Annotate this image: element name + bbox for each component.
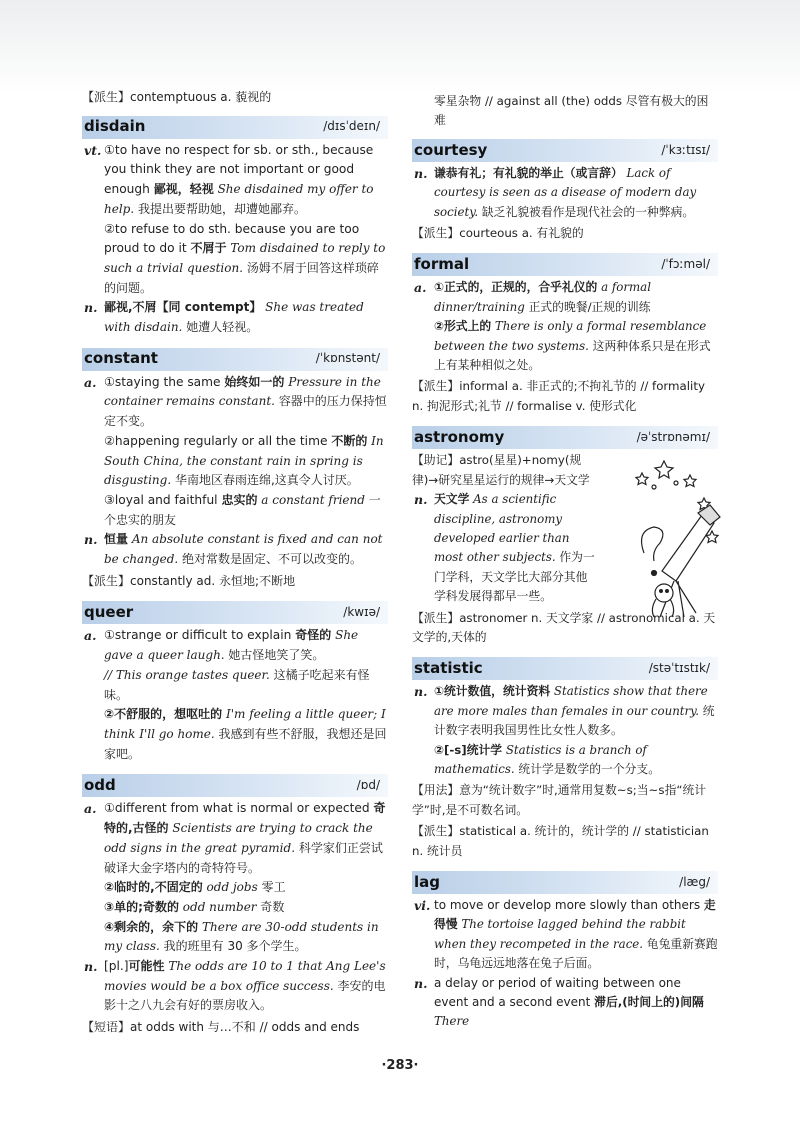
definition-zh: 谦恭有礼；有礼貌的举止（或言辞） (434, 165, 623, 180)
definition-en: to move or develop more slowly than others (434, 898, 704, 912)
sense-line (104, 898, 388, 918)
sense-line (104, 626, 388, 665)
sense-line (104, 918, 388, 957)
part-of-speech: n. (414, 492, 428, 508)
note-tag: 【用法】 (412, 783, 460, 798)
headword-bar (82, 774, 388, 797)
definition-en: ③loyal and faithful (104, 492, 222, 507)
definition-zh: 始终如一的 (224, 374, 285, 389)
right-column (412, 92, 718, 1042)
example-translation: 科学家们正尝试破译大金字塔内的奇特符号。 (104, 840, 383, 875)
top-deriv-note (82, 88, 388, 108)
example-translation: 零工 (257, 880, 286, 895)
definition-zh: 不断的 (331, 433, 368, 448)
entry-note (412, 781, 718, 820)
entry-odd (82, 774, 388, 1037)
definition-zh: ②形式上的 (434, 319, 492, 334)
sense (412, 974, 718, 1032)
sense-line (434, 317, 718, 375)
part-of-speech: a. (414, 280, 427, 296)
note-tag: 【短语】 (82, 1020, 131, 1035)
headword: statistic (414, 659, 483, 678)
sense (82, 530, 388, 569)
example-translation: 龟兔重新赛跑时，乌龟远远地落在兔子后面。 (434, 936, 718, 971)
sense-line (104, 432, 388, 491)
example-translation: 李安的电影十之八九会有好的票房收入。 (104, 978, 386, 1013)
sense-line (104, 878, 388, 898)
entry-note (412, 224, 718, 243)
headword: lag (414, 872, 441, 891)
sense (412, 896, 718, 974)
note-text: statistical a. 统计的，统计学的 // statistician n. 统计员 (412, 824, 709, 858)
sense (412, 278, 718, 375)
entry-note (82, 1018, 388, 1038)
sense-line (104, 220, 388, 299)
headword: astronomy (414, 428, 505, 447)
note-text: astronomer n. 天文学家 // astronomical a. 天文学的,天体的 (412, 610, 716, 644)
definition-en: [pl.] (104, 959, 129, 974)
sense (412, 164, 718, 222)
sense-line (104, 530, 388, 569)
example-translation: 容器中的压力保持恒定不变。 (104, 394, 387, 429)
part-of-speech: a. (84, 801, 97, 817)
sense-line (434, 682, 718, 740)
note-text: informal a. 非正式的;不拘礼节的 // formality n. 拘泥形式;礼节 // formalise v. 使形式化 (412, 379, 705, 413)
example-sentence: odd number (178, 899, 257, 914)
sense-line (104, 957, 388, 1016)
part-of-speech: n. (414, 975, 428, 991)
astronomy-body (412, 451, 718, 606)
example-sentence: She was treated with disdain. (104, 300, 364, 335)
headword-bar (412, 253, 718, 276)
note-text: contemptuous a. 藐视的 (130, 90, 272, 104)
note-tag: 【派生】 (412, 226, 460, 241)
entry-note (82, 572, 388, 592)
example-translation: 华南地区春雨连绵,这真令人讨厌。 (171, 473, 359, 488)
definition-zh: ②临时的,不固定的 (104, 880, 203, 895)
sense-line (104, 705, 388, 764)
example-translation: 统计数字表明我国男性比女性人数多。 (434, 703, 715, 738)
headword-bar (412, 657, 718, 680)
example-sentence: Scientists are trying to crack the odd signs in the great pyramid. (104, 821, 373, 855)
page-number: ·283· (381, 1058, 419, 1073)
note-tag: 【派生】 (412, 610, 460, 625)
phonetic: /dɪsˈdeɪn/ (323, 119, 380, 134)
definition-en: ①staying the same (104, 374, 225, 389)
entry-courtesy (412, 139, 718, 244)
note-text: constantly ad. 永恒地;不断地 (130, 573, 296, 588)
headword-bar (82, 116, 388, 139)
headword: odd (84, 776, 116, 795)
definition-zh: 鄙视，轻视 (153, 182, 214, 197)
example-sentence: odd jobs (202, 880, 258, 895)
sense-line (104, 799, 388, 878)
example-sentence: She disdained my offer to help. (104, 182, 374, 216)
definition-en: ①strange or difficult to explain (104, 628, 296, 643)
definition-zh: 天文学 (434, 492, 470, 507)
sense-line (434, 490, 598, 606)
sense-line (104, 141, 388, 220)
example-translation: 我的班里有 30 多个学生。 (159, 939, 307, 954)
definition-zh: ①统计数值，统计资料 (434, 684, 551, 699)
example-translation: 这两种体系只是在形式上有某种相似之处。 (434, 338, 711, 373)
definition-zh: 恒量 (104, 532, 129, 547)
part-of-speech: vi. (414, 898, 431, 913)
note-text: astro(星星)+nomy(规律)→研究星星运行的规律→天文学 (412, 453, 590, 487)
phonetic: /əˈstrɒnəmɪ/ (636, 430, 710, 445)
example-translation: 奇数 (256, 899, 285, 914)
phonetic: /læg/ (679, 874, 710, 889)
example-translation: 我提出要帮助她，却遭她鄙弃。 (134, 201, 306, 216)
phonetic: /ˈkɜːtɪsɪ/ (661, 142, 710, 157)
example-sentence: In South China, the constant rain in spring is disgusting. (104, 433, 384, 488)
sense (412, 682, 718, 779)
headword-bar (412, 426, 718, 449)
example-sentence: Pressure in the container remains constant. (104, 374, 381, 409)
entry-note (412, 377, 718, 416)
example-translation: 作为一门学科，天文学比大部分其他学科发展得都早一些。 (434, 550, 595, 604)
entry-astronomy (412, 426, 718, 647)
definition-zh: ④剩余的，余下的 (104, 919, 199, 934)
part-of-speech: n. (84, 959, 98, 975)
phonetic: /stəˈtɪstɪk/ (648, 661, 710, 676)
definition-zh: ①正式的，正规的，合乎礼仪的 (434, 280, 598, 295)
entry-disdain (82, 116, 388, 338)
headword: queer (84, 603, 134, 622)
headword-bar (82, 601, 388, 624)
sense (82, 141, 388, 299)
sense-line (434, 896, 718, 974)
entry-note (412, 822, 718, 861)
definition-zh: 奇特的,古怪的 (104, 801, 386, 836)
definition-en: a delay or period of waiting between one event and a second event (434, 975, 681, 1010)
example-translation: 我感到有些不舒服，我想还是回家吧。 (104, 726, 387, 761)
headword: disdain (84, 117, 146, 136)
part-of-speech: n. (84, 300, 98, 316)
definition-zh: ②[-s]统计学 (434, 742, 503, 757)
definition-zh: ②不舒服的，想呕吐的 (104, 707, 223, 722)
continued-phrase-text: 零星杂物 // against all (the) odds 尽管有极大的困难 (434, 94, 709, 128)
sense (82, 799, 388, 957)
phonetic: /ˈfɔːməl/ (661, 257, 710, 272)
example-sentence: There are 30-odd students in my class. (104, 919, 379, 954)
sense (82, 298, 388, 337)
note-tag: 【派生】 (82, 573, 131, 588)
part-of-speech: vt. (84, 142, 102, 158)
example-sentence: I'm feeling a little queer; I think I'll go home. (104, 707, 386, 741)
part-of-speech: a. (84, 628, 97, 644)
definition-en: ②happening regularly or all the time (104, 433, 332, 448)
example-sentence: Statistics show that there are more males than females in our country. (434, 684, 708, 718)
example-sentence: The odds are 10 to 1 that Ang Lee's movies would be a box office success. (104, 959, 386, 993)
example-sentence: Lack of courtesy is seen as a disease of modern day society. (434, 165, 697, 219)
sense-line (104, 666, 388, 705)
headword: courtesy (414, 140, 488, 159)
part-of-speech: n. (414, 165, 428, 181)
example-translation: 统计学是数学的一个分支。 (514, 761, 661, 776)
definition-zh: 走得慢 (434, 898, 716, 932)
definition-en: ①to have no respect for sb. or sth., because you think they are not important or good enough (104, 142, 374, 197)
note-tag: 【助记】 (412, 453, 460, 468)
part-of-speech: n. (414, 684, 428, 700)
example-sentence: a formal dinner/training (434, 280, 651, 314)
definition-zh: 奇怪的 (295, 628, 332, 643)
definition-zh: 忠实的 (221, 492, 258, 507)
left-column (82, 88, 388, 1048)
continued-phrase (412, 92, 718, 131)
example-sentence: The tortoise lagged behind the rabbit when they recompeted in the race. (434, 917, 686, 951)
sense (412, 490, 718, 606)
part-of-speech: a. (84, 374, 97, 390)
example-sentence: As a scientific discipline, astronomy developed earlier than most other subjects. (434, 492, 570, 565)
page-top-shading (0, 0, 800, 95)
example-translation: 汤姆不屑于回答这样琐碎的问题。 (104, 260, 379, 295)
sense-line (434, 974, 718, 1032)
note-text: 意为“统计数字”时,通常用复数~s;当~s指“统计学”时,是不可数名词。 (412, 783, 707, 817)
note-tag: 【派生】 (412, 379, 460, 394)
definition-en: ①different from what is normal or expected (104, 801, 374, 816)
definition-en: ②to refuse to do sth. because you are too proud to do it (104, 221, 360, 256)
sense-line (434, 741, 718, 780)
sense (82, 626, 388, 764)
sense (82, 957, 388, 1016)
phonetic: /ˈkɒnstənt/ (315, 351, 380, 366)
headword-bar (412, 871, 718, 894)
sense-line (104, 298, 388, 337)
definition-zh: 滞后,(时间上的)间隔 (594, 995, 704, 1010)
sense (82, 373, 388, 531)
example-sentence: // This orange tastes queer. (104, 667, 270, 682)
sense-line (104, 373, 388, 432)
example-translation: 缺乏礼貌被看作是现代社会的一种弊病。 (478, 204, 695, 219)
example-sentence: She gave a queer laugh. (104, 628, 359, 663)
definition-zh: ③单的;奇数的 (104, 899, 179, 914)
note-tag: 【派生】 (82, 90, 131, 104)
example-translation: 这橘子吃起来有怪味。 (104, 667, 370, 702)
example-translation: 正式的晚餐/正规的训练 (524, 299, 651, 314)
headword-bar (412, 139, 718, 162)
sense-line (434, 278, 718, 317)
entry-formal (412, 253, 718, 416)
example-sentence: There (434, 1014, 470, 1029)
definition-zh: 不屑于 (190, 241, 227, 256)
definition-zh: 可能性 (128, 959, 165, 974)
entry-constant (82, 348, 388, 592)
entry-queer (82, 601, 388, 764)
phonetic: /ɒd/ (356, 778, 380, 793)
sense-line (104, 491, 388, 530)
example-sentence: There is only a formal resemblance between the two systems. (434, 319, 707, 353)
example-translation: 绝对常数是固定、不可以改变的。 (178, 552, 363, 567)
sense-line (434, 164, 718, 222)
example-sentence: An absolute constant is fixed and can not be changed. (104, 532, 383, 567)
headword: formal (414, 255, 470, 274)
example-sentence: Tom disdained to reply to such a trivial question. (104, 241, 386, 275)
note-text: courteous a. 有礼貌的 (459, 226, 584, 241)
example-sentence: Statistics is a branch of mathematics. (434, 742, 647, 776)
example-translation: 一个忠实的朋友 (104, 492, 381, 527)
phonetic: /kwɪə/ (343, 605, 380, 620)
note-text: at odds with 与…不和 // odds and ends (130, 1020, 360, 1035)
entry-lag (412, 871, 718, 1032)
definition-zh: 鄙视,不屑【同 contempt】 (104, 300, 262, 315)
entry-statistic (412, 657, 718, 861)
headword: constant (84, 349, 158, 368)
note-tag: 【派生】 (412, 824, 460, 839)
example-translation: 她遭人轻视。 (182, 320, 259, 335)
example-translation: 她古怪地笑了笑。 (224, 648, 325, 663)
headword-bar (82, 348, 388, 371)
example-sentence: a constant friend (257, 492, 365, 507)
part-of-speech: n. (84, 532, 98, 548)
